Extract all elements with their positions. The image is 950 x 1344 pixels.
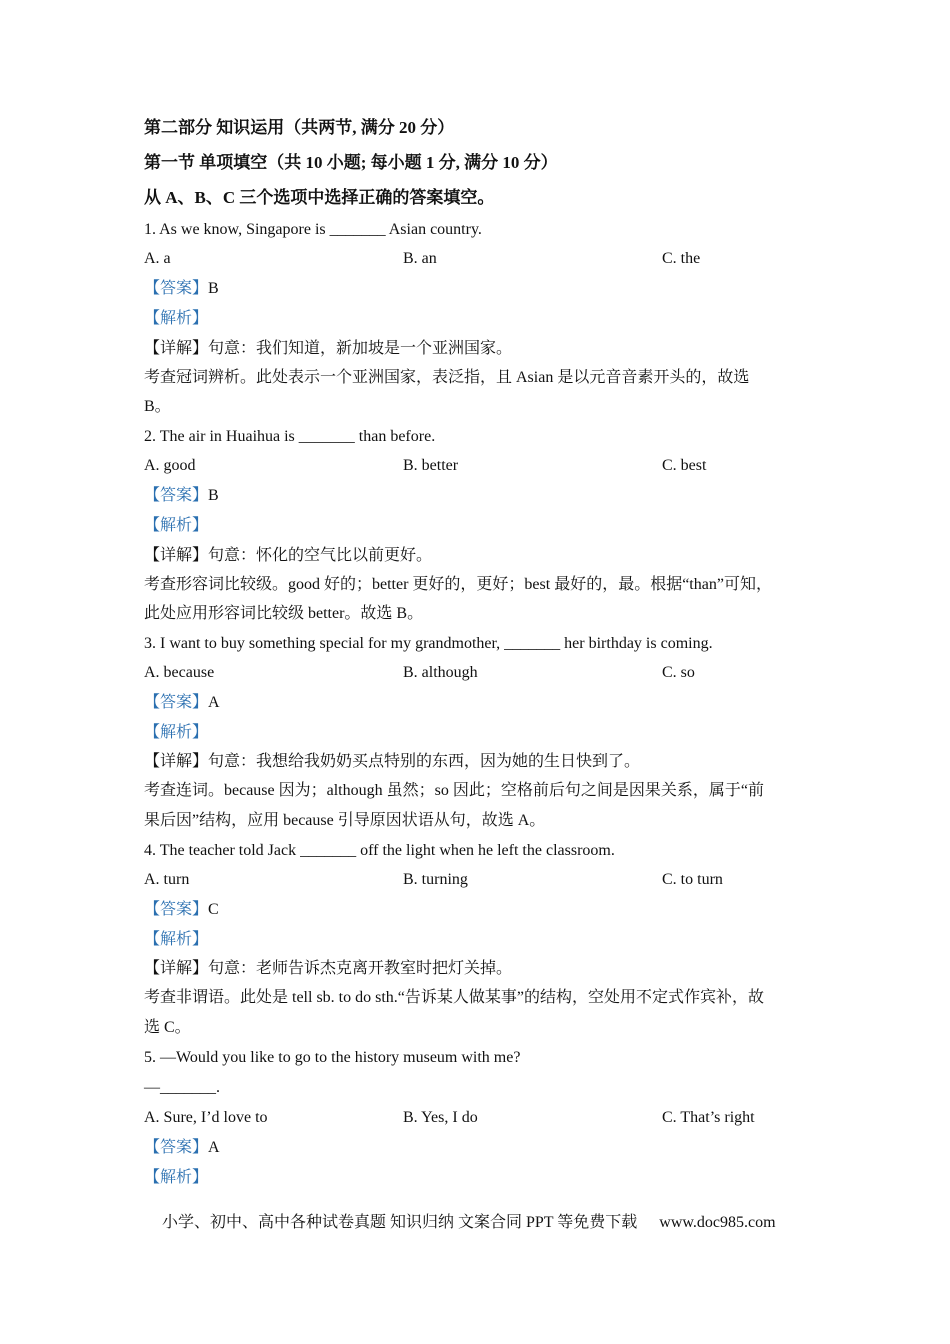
explanation-line: 选 C。 bbox=[144, 1019, 191, 1036]
answer-line bbox=[144, 692, 220, 714]
question-stem-reply: —_______. bbox=[144, 1079, 220, 1096]
option-a: A. Sure, I’d love to bbox=[144, 1109, 268, 1126]
option-c: C. the bbox=[662, 250, 701, 267]
answer-label: 【答案】 bbox=[144, 487, 209, 504]
analysis-label: 【解析】 bbox=[144, 310, 209, 327]
question-stem: 3. I want to buy something special for my grandmother, _______ her birthday is coming. bbox=[144, 635, 713, 652]
explanation-line: 考查非谓语。此处是 tell sb. to do sth.“告诉某人做某事”的结构，空处用不定式作宾补，故 bbox=[144, 989, 764, 1006]
footer-url-link[interactable]: www.doc985.com bbox=[659, 1214, 776, 1231]
answer-value: B bbox=[208, 487, 219, 504]
answer-label: 【答案】 bbox=[144, 694, 209, 711]
detail-label: 【详解】 bbox=[144, 547, 209, 564]
question-stem: 1. As we know, Singapore is _______ Asian country. bbox=[144, 221, 482, 238]
answer-label: 【答案】 bbox=[144, 280, 209, 297]
page-footer bbox=[162, 1212, 776, 1234]
detail-text: 句意：老师告诉杰克离开教室时把灯关掉。 bbox=[208, 960, 513, 977]
answer-value: C bbox=[208, 901, 219, 918]
section-heading: 第一节 单项填空（共 10 小题; 每小题 1 分, 满分 10 分） bbox=[144, 153, 558, 172]
footer-text: 小学、初中、高中各种试卷真题 知识归纳 文案合同 PPT 等免费下载 bbox=[162, 1214, 638, 1231]
answer-value: A bbox=[208, 694, 220, 711]
option-b: B. an bbox=[403, 250, 437, 267]
detail-label: 【详解】 bbox=[144, 340, 209, 357]
answer-line bbox=[144, 1137, 220, 1159]
option-a: A. turn bbox=[144, 871, 190, 888]
answer-value: A bbox=[208, 1139, 220, 1156]
detail-line bbox=[144, 338, 512, 360]
option-c: C. to turn bbox=[662, 871, 723, 888]
analysis-line bbox=[144, 929, 208, 951]
detail-line bbox=[144, 545, 432, 567]
explanation-line: 考查形容词比较级。good 好的；better 更好的，更好；best 最好的，最。根据“than”可知， bbox=[144, 576, 772, 593]
analysis-line bbox=[144, 308, 208, 330]
detail-line bbox=[144, 958, 512, 980]
detail-text: 句意：怀化的空气比以前更好。 bbox=[208, 547, 433, 564]
detail-line bbox=[144, 751, 640, 773]
analysis-line bbox=[144, 515, 208, 537]
analysis-label: 【解析】 bbox=[144, 517, 209, 534]
question-stem: 2. The air in Huaihua is _______ than before. bbox=[144, 428, 436, 445]
detail-label: 【详解】 bbox=[144, 753, 209, 770]
explanation-line: 考查连词。because 因为；although 虽然；so 因此；空格前后句之间是因果关系，属于“前 bbox=[144, 782, 764, 799]
analysis-label: 【解析】 bbox=[144, 724, 209, 741]
option-c: C. best bbox=[662, 457, 707, 474]
explanation-line: 果后因”结构，应用 because 引导原因状语从句，故选 A。 bbox=[144, 812, 546, 829]
part-heading: 第二部分 知识运用（共两节, 满分 20 分） bbox=[144, 118, 455, 137]
answer-line bbox=[144, 899, 219, 921]
option-b: B. although bbox=[403, 664, 478, 681]
detail-text: 句意：我们知道，新加坡是一个亚洲国家。 bbox=[208, 340, 513, 357]
answer-line bbox=[144, 278, 219, 300]
answer-label: 【答案】 bbox=[144, 901, 209, 918]
analysis-line bbox=[144, 722, 208, 744]
option-b: B. Yes, I do bbox=[403, 1109, 478, 1126]
explanation-line: 此处应用形容词比较级 better。故选 B。 bbox=[144, 605, 424, 622]
detail-text: 句意：我想给我奶奶买点特别的东西，因为她的生日快到了。 bbox=[208, 753, 641, 770]
option-b: B. turning bbox=[403, 871, 468, 888]
explanation-line: B。 bbox=[144, 398, 171, 415]
analysis-label: 【解析】 bbox=[144, 1169, 209, 1186]
option-c: C. so bbox=[662, 664, 695, 681]
option-b: B. better bbox=[403, 457, 459, 474]
option-a: A. because bbox=[144, 664, 215, 681]
detail-label: 【详解】 bbox=[144, 960, 209, 977]
analysis-label: 【解析】 bbox=[144, 931, 209, 948]
explanation-line: 考查冠词辨析。此处表示一个亚洲国家，表泛指，且 Asian 是以元音音素开头的，故选 bbox=[144, 369, 750, 386]
instruction-heading: 从 A、B、C 三个选项中选择正确的答案填空。 bbox=[144, 188, 495, 207]
answer-label: 【答案】 bbox=[144, 1139, 209, 1156]
question-stem: 5. —Would you like to go to the history museum with me? bbox=[144, 1049, 521, 1066]
option-a: A. a bbox=[144, 250, 171, 267]
option-a: A. good bbox=[144, 457, 196, 474]
answer-line bbox=[144, 485, 219, 507]
option-c: C. That’s right bbox=[662, 1109, 755, 1126]
analysis-line bbox=[144, 1167, 208, 1189]
question-stem: 4. The teacher told Jack _______ off the light when he left the classroom. bbox=[144, 842, 615, 859]
answer-value: B bbox=[208, 280, 219, 297]
